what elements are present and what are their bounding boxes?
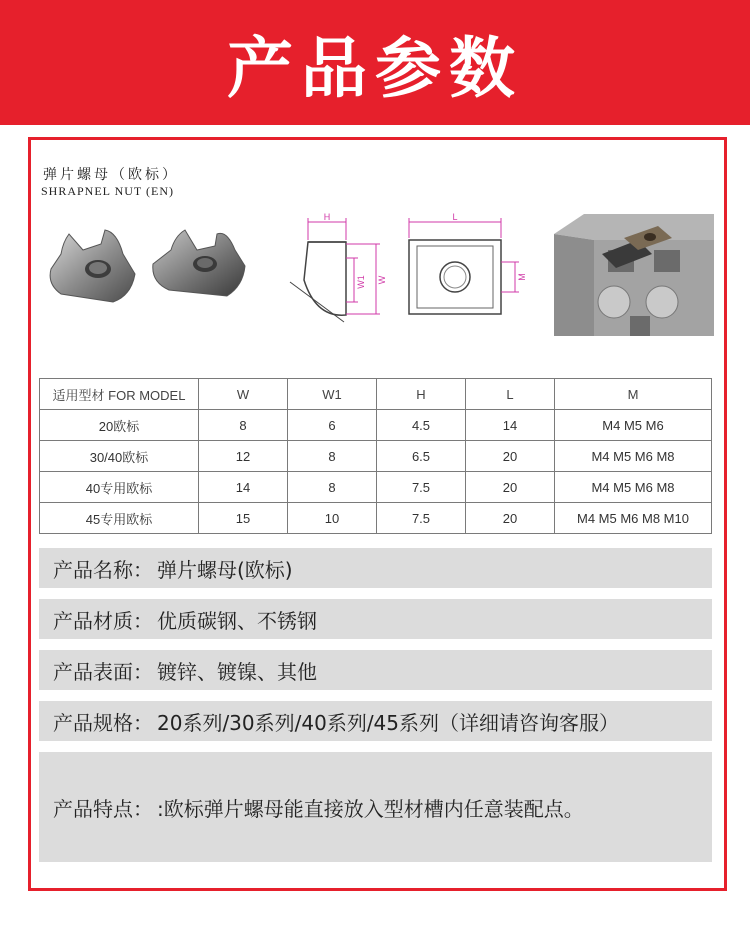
table-cell: 14 — [199, 472, 288, 503]
info-value: 20系列/30系列/40系列/45系列（详细请咨询客服） — [157, 710, 620, 735]
col-header-w1: W1 — [288, 379, 377, 410]
dim-label-m: M — [517, 273, 527, 281]
info-row-features — [39, 752, 712, 862]
table-cell: 6.5 — [377, 441, 466, 472]
info-row-specification — [39, 701, 712, 741]
table-row — [40, 503, 712, 534]
page-title: 产品参数 — [227, 30, 523, 107]
product-name-en: SHRAPNEL NUT (EN) — [41, 184, 174, 198]
table-cell: 7.5 — [377, 503, 466, 534]
side-dimension-drawing — [286, 210, 396, 345]
table-cell: 6 — [288, 410, 377, 441]
info-value: 镀锌、镀镍、其他 — [157, 659, 317, 684]
table-cell: 20 — [466, 441, 555, 472]
nut-photo-angle — [149, 224, 249, 304]
table-cell: M4 M5 M6 — [555, 410, 712, 441]
table-cell: 4.5 — [377, 410, 466, 441]
info-value: :欧标弹片螺母能直接放入型材槽内任意装配点。 — [157, 796, 584, 821]
table-cell: 10 — [288, 503, 377, 534]
table-row — [40, 410, 712, 441]
col-header-l: L — [466, 379, 555, 410]
dim-label-h: H — [323, 212, 331, 222]
info-label: 产品特点： — [53, 796, 153, 821]
table-cell: 12 — [199, 441, 288, 472]
nut-photo-front — [43, 224, 143, 304]
col-header-w: W — [199, 379, 288, 410]
table-cell: 8 — [288, 472, 377, 503]
info-row-product-name — [39, 548, 712, 588]
table-cell: 15 — [199, 503, 288, 534]
table-cell: 14 — [466, 410, 555, 441]
table-cell: M4 M5 M6 M8 — [555, 441, 712, 472]
table-row — [40, 472, 712, 503]
top-dimension-drawing — [401, 210, 531, 345]
info-label: 产品名称： — [53, 557, 153, 582]
info-value: 优质碳钢、不锈钢 — [157, 608, 317, 633]
col-header-h: H — [377, 379, 466, 410]
info-row-material — [39, 599, 712, 639]
info-label: 产品规格： — [53, 710, 153, 735]
col-header-model: 适用型材 FOR MODEL — [40, 379, 199, 410]
table-cell: 20欧标 — [40, 410, 199, 441]
col-header-m: M — [555, 379, 712, 410]
dim-label-l: L — [452, 212, 458, 222]
info-row-surface — [39, 650, 712, 690]
table-cell: 40专用欧标 — [40, 472, 199, 503]
dim-label-w1: W1 — [356, 275, 366, 289]
table-cell: 20 — [466, 503, 555, 534]
header-banner — [0, 0, 750, 125]
table-cell: 30/40欧标 — [40, 441, 199, 472]
spec-table — [39, 378, 712, 534]
table-row — [40, 441, 712, 472]
product-figures — [31, 210, 724, 350]
info-label: 产品材质： — [53, 608, 153, 633]
table-cell: M4 M5 M6 M8 M10 — [555, 503, 712, 534]
table-cell: 8 — [199, 410, 288, 441]
info-label: 产品表面： — [53, 659, 153, 684]
table-cell: 7.5 — [377, 472, 466, 503]
product-name-cn: 弹片螺母（欧标） — [43, 167, 179, 183]
spec-table-header-row — [40, 379, 712, 410]
table-cell: M4 M5 M6 M8 — [555, 472, 712, 503]
info-value: 弹片螺母(欧标) — [157, 557, 293, 582]
table-cell: 8 — [288, 441, 377, 472]
dim-label-w: W — [377, 275, 387, 285]
product-frame — [28, 137, 727, 891]
table-cell: 45专用欧标 — [40, 503, 199, 534]
profile-installation-render — [554, 210, 714, 340]
table-cell: 20 — [466, 472, 555, 503]
